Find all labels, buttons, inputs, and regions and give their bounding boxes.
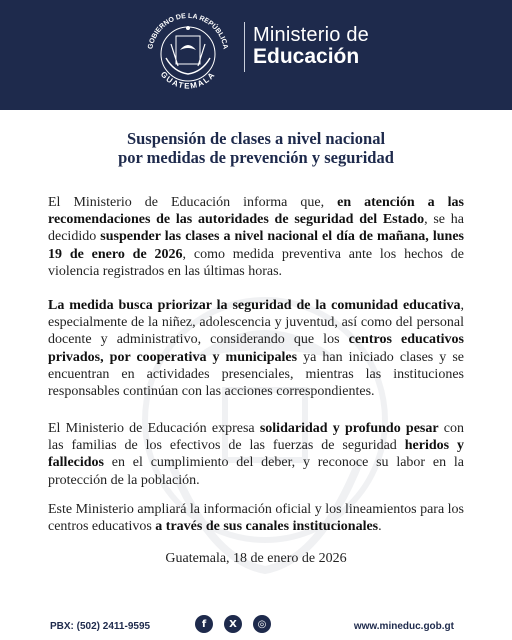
header-banner xyxy=(0,0,512,110)
guatemala-seal-icon xyxy=(138,6,238,96)
title-line2: por medidas de prevención y seguridad xyxy=(118,148,394,167)
facebook-icon[interactable]: f xyxy=(195,615,213,633)
pbx-phone: PBX: (502) 2411-9595 xyxy=(50,621,151,632)
body-text: El Ministerio de Educación informa que, xyxy=(48,195,338,210)
x-icon[interactable]: X xyxy=(224,615,242,633)
svg-text:GUATEMALA xyxy=(159,70,217,91)
body-text: , especialmente de la niñez, adolescencia y juventud, así como del personal docente y administrativo, considerando que los xyxy=(48,298,464,348)
emphasis-text: solidaridad y profundo pesar xyxy=(259,421,439,436)
header-divider xyxy=(244,22,245,72)
ministry-name-line1: Ministerio de xyxy=(253,24,369,46)
body-text: , como medida preventiva ante los hechos de violencia registrados en las últimas horas. xyxy=(48,246,464,279)
paragraph-4 xyxy=(48,501,464,535)
emphasis-text: La medida busca priorizar la seguridad de la comunidad educativa xyxy=(48,298,461,313)
body-text: , se ha decidido xyxy=(48,212,464,245)
ministry-name-line2: Educación xyxy=(253,45,360,68)
body-text: en el cumplimiento del deber, y reconoce su labor en la protección de la población. xyxy=(48,455,464,488)
title-line1: Suspensión de clases a nivel nacional xyxy=(126,129,386,148)
svg-text:GOBIERNO DE LA REPÚBLICA xyxy=(147,13,228,50)
paragraph-2 xyxy=(48,297,464,400)
paragraph-1 xyxy=(48,194,464,280)
website-link[interactable]: www.mineduc.gob.gt xyxy=(353,621,454,632)
emphasis-text: en atención a las recomendaciones de las autoridades de seguridad del Estado xyxy=(48,195,464,228)
emphasis-text: a través de sus canales institucionales xyxy=(155,519,379,535)
instagram-icon[interactable]: ◎ xyxy=(253,615,271,633)
body-text: El Ministerio de Educación expresa xyxy=(48,421,260,436)
date-line: Guatemala, 18 de enero de 2026 xyxy=(165,551,347,566)
body-text: . xyxy=(378,519,382,535)
seal-text-top: GOBIERNO DE LA REPÚBLICA xyxy=(147,12,229,50)
document-title xyxy=(40,129,472,167)
body-text: ya han iniciado clases y se encuentran en actividades presenciales, mientras las instituciones responsables continúan con las acciones correspondientes. xyxy=(48,349,464,400)
emphasis-text: centros educativos privados, por cooperativa y municipales xyxy=(48,332,464,365)
footer xyxy=(0,608,512,640)
body-text: Este Ministerio ampliará la información oficial y los lineamientos para los centros educativos xyxy=(48,502,464,535)
emphasis-text: suspender las clases a nivel nacional el día de mañana, lunes 19 de enero de 2026 xyxy=(48,229,464,262)
paragraph-3 xyxy=(48,420,464,489)
body-text: con las familias de los efectivos de las fuerzas de seguridad xyxy=(48,421,464,454)
emphasis-text: heridos y fallecidos xyxy=(48,438,464,471)
seal-text-bottom: GUATEMALA xyxy=(158,69,218,91)
